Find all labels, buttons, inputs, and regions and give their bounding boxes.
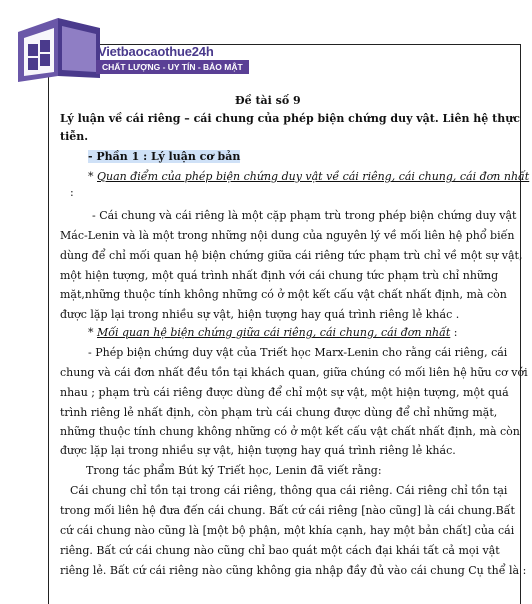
para2-line: trình riêng lẻ nhất định, còn phạm trù cái chung được dùng để chỉ những mặt, [60, 406, 498, 419]
para4-line: trong mối liên hệ đưa đến cái chung. Bất cứ cái riêng [nào cũng] là cái chung.Bất [60, 504, 515, 517]
section-2-star: * [88, 326, 94, 339]
para1-line: - Cái chung và cái riêng là một cặp phạm trù trong phép biện chứng duy vật [92, 209, 517, 222]
heading-line-1: Lý luận về cái riêng – cái chung của phép biện chứng duy vật. Liên hệ thực [60, 112, 520, 125]
para4-line: Cái chung chỉ tồn tại trong cái riêng, thông qua cái riêng. Cái riêng chỉ tồn tại [70, 484, 508, 497]
para4-line: cứ cái chung nào cũng là [một bộ phận, một khía cạnh, hay một bản chất] của cái [60, 524, 515, 537]
part-1-title [88, 150, 240, 164]
para1-line: được lặp lại trong nhiều sự vật, hiện tượng hay quá trình riêng lẻ khác . [60, 308, 460, 321]
section-1-star: * [88, 170, 94, 183]
para1-line: mặt,những thuộc tính không những có ở một kết cấu vật chất nhất định, mà còn [60, 288, 507, 301]
para4-line: riêng. Bất cứ cái chung nào cũng chỉ bao quát một cách đại khái tất cả mọi vật [60, 544, 500, 557]
para2-line: được lặp lại trong nhiều sự vật, hiện tượng hay quá trình riêng lẻ khác. [60, 444, 456, 457]
section-1-colon: : [70, 186, 74, 199]
section-1-title: Quan điểm của phép biện chứng duy vật về cái riêng, cái chung, cái đơn nhất [97, 170, 530, 183]
brand-name: Vietbaocaothue24h [98, 44, 214, 59]
page-border [48, 44, 521, 604]
section-2-heading [88, 326, 458, 340]
para2-line: nhau ; phạm trù cái riêng được dùng để chỉ một sự vật, một hiện tượng, một quá [60, 386, 509, 399]
para3: Trong tác phẩm Bút ký Triết học, Lenin đã viết rằng: [86, 464, 382, 477]
para2-line: - Phép biện chứng duy vật của Triết học Marx-Lenin cho rằng cái riêng, cái [88, 346, 508, 359]
section-1-heading [88, 170, 529, 184]
book-logo-icon [14, 14, 104, 84]
para2-line: những thuộc tính chung không những có ở một kết cấu vật chất nhất định, mà còn [60, 425, 520, 438]
section-2-colon: : [453, 326, 458, 339]
para4-line: riêng lẻ. Bất cứ cái riêng nào cũng không gia nhập đầy đủ vào cái chung Cụ thể là : [60, 564, 527, 577]
part-1-title-text: - Phần 1 : Lý luận cơ bản [88, 150, 241, 163]
para1-line: Mác-Lenin và là một trong những nội dung của nguyên lý về mối liên hệ phổ biến [60, 229, 515, 242]
para1-line: một hiện tượng, một quá trình nhất định với cái chung tức phạm trù chỉ những [60, 269, 499, 282]
para2-line: chung và cái đơn nhất đều tồn tại khách quan, giữa chúng có mối liên hệ hữu cơ với [60, 366, 528, 379]
brand-tagline: CHẤT LƯỢNG - UY TÍN - BẢO MẬT [96, 60, 249, 74]
section-2-title: Mối quan hệ biện chứng giữa cái riêng, cái chung, cái đơn nhất [97, 326, 451, 339]
heading-line-2: tiễn. [60, 130, 89, 143]
topic-title: Đề tài số 9 [235, 94, 301, 107]
para1-line: dùng để chỉ mối quan hệ biện chứng giữa cái riêng tức phạm trù chỉ về một sự vật, [60, 249, 523, 262]
